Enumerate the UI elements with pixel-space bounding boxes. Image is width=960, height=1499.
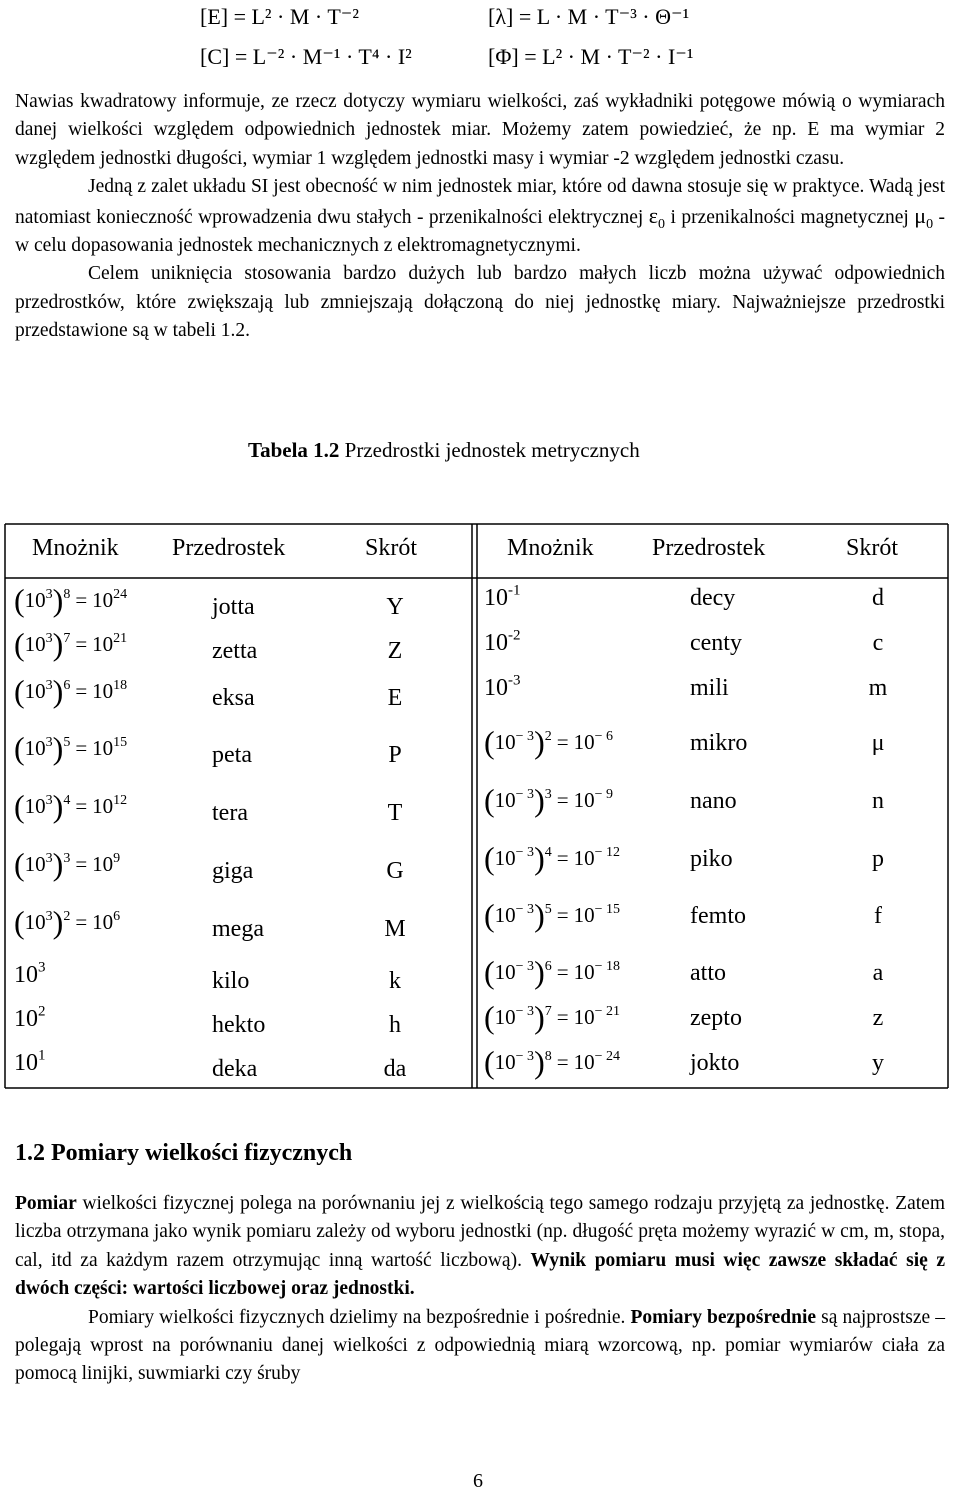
result-exponent: − 9 <box>594 786 613 802</box>
prefix-name: tera <box>212 800 248 826</box>
right-multiplier <box>484 953 620 990</box>
prefix-symbol: a <box>872 960 884 986</box>
result-exponent: 15 <box>113 734 128 750</box>
mu-symbol: μ <box>914 202 927 228</box>
prefix-symbol: z <box>872 1005 884 1031</box>
base-number: 10 <box>24 588 46 612</box>
paren-close: ) <box>534 998 545 1035</box>
paren-open: ( <box>14 845 25 882</box>
exponent: 1 <box>38 1047 46 1064</box>
left-multiplier <box>14 581 128 618</box>
prefix-symbol: h <box>389 1012 401 1038</box>
paren-open: ( <box>484 896 495 933</box>
paren-open: ( <box>14 581 25 618</box>
base-number: 10 <box>494 846 516 870</box>
result-number: 10 <box>573 903 595 927</box>
paren-close: ) <box>534 781 545 818</box>
result-exponent: 24 <box>113 586 128 602</box>
epsilon-symbol: ε <box>648 202 659 228</box>
prefix-name: femto <box>690 903 746 929</box>
equals-sign: = <box>75 852 88 876</box>
result-exponent: − 21 <box>594 1003 620 1019</box>
outer-exponent: 2 <box>63 908 71 924</box>
prefix-symbol: c <box>872 630 884 656</box>
equals-sign: = <box>75 588 88 612</box>
equals-sign: = <box>75 679 88 703</box>
base-number: 10 <box>24 679 46 703</box>
prefix-name: piko <box>690 846 733 872</box>
base-number: 10 <box>494 788 516 812</box>
left-multiplier <box>14 672 128 709</box>
result-exponent: 21 <box>113 630 128 646</box>
base-number: 10 <box>484 585 508 611</box>
equals-sign: = <box>75 794 88 818</box>
paren-open: ( <box>484 998 495 1035</box>
right-multiplier <box>484 627 521 657</box>
left-multiplier <box>14 1047 46 1077</box>
prefix-symbol: p <box>872 846 884 872</box>
paren-close: ) <box>534 1043 545 1080</box>
prefix-symbol: M <box>384 916 406 942</box>
prefix-symbol: P <box>388 742 402 768</box>
prefix-name: mili <box>690 675 729 701</box>
left-multiplier <box>14 903 121 940</box>
paren-close: ) <box>52 787 64 824</box>
prefix-name: jokto <box>690 1050 740 1076</box>
result-exponent: 6 <box>113 908 121 924</box>
left-multiplier <box>14 787 128 824</box>
base-number: 10 <box>484 675 508 701</box>
base-number: 10 <box>494 730 516 754</box>
base-number: 10 <box>14 1050 38 1076</box>
right-multiplier <box>484 672 521 702</box>
paren-close: ) <box>52 729 64 766</box>
inner-exponent: 3 <box>45 908 53 924</box>
inner-exponent: 3 <box>45 677 53 693</box>
left-multiplier <box>14 1003 46 1033</box>
paren-close: ) <box>52 903 64 940</box>
section-paragraph-2: Pomiary wielkości fizycznych dzielimy na bezpośrednie i pośrednie. Pomiary bezpośrednie są najprostsze – polegają wprost na porównaniu danej wielkości z odpowiednią miarą wzorcową, np. pomiar wymiarów ciała za pomocą linijki, suwmiarki czy śruby <box>15 1306 945 1385</box>
result-number: 10 <box>573 1005 595 1029</box>
prefix-symbol: μ <box>871 730 885 756</box>
result-number: 10 <box>92 910 114 934</box>
header-symbol-right: Skrót <box>846 535 899 561</box>
prefix-symbol: T <box>387 800 403 826</box>
left-multiplier <box>14 959 46 989</box>
paren-close: ) <box>534 839 545 876</box>
paren-open: ( <box>14 903 25 940</box>
result-exponent: − 24 <box>594 1048 620 1064</box>
prefix-name: atto <box>690 960 726 986</box>
result-number: 10 <box>92 632 114 656</box>
right-multiplier <box>484 896 620 933</box>
right-multiplier <box>484 1043 620 1080</box>
inner-exponent: − 3 <box>515 958 535 974</box>
result-exponent: − 15 <box>594 901 620 917</box>
equals-sign: = <box>556 960 569 984</box>
result-number: 10 <box>573 846 595 870</box>
inner-exponent: − 3 <box>515 786 535 802</box>
prefix-name: centy <box>690 630 742 656</box>
equals-sign: = <box>556 1050 569 1074</box>
exponent: 3 <box>38 959 46 976</box>
prefix-symbol: da <box>383 1056 407 1082</box>
prefix-symbol: k <box>389 968 401 994</box>
exponent: 2 <box>38 1003 46 1020</box>
equals-sign: = <box>75 910 88 934</box>
paren-close: ) <box>534 896 545 933</box>
outer-exponent: 8 <box>63 586 71 602</box>
outer-exponent: 7 <box>63 630 71 646</box>
inner-exponent: − 3 <box>515 1003 535 1019</box>
prefix-symbol: G <box>386 858 404 884</box>
inner-exponent: − 3 <box>515 901 535 917</box>
result-number: 10 <box>92 679 114 703</box>
table-caption: Tabela 1.2 Przedrostki jednostek metrycznych <box>248 438 640 462</box>
page-number: 6 <box>473 1470 483 1492</box>
base-number: 10 <box>24 632 46 656</box>
paren-close: ) <box>534 953 545 990</box>
result-exponent: − 12 <box>594 844 620 860</box>
prefix-name: nano <box>690 788 737 814</box>
formula-lambda: [λ] = L · M · T⁻³ · Θ⁻¹ <box>488 4 690 29</box>
paren-open: ( <box>14 672 25 709</box>
result-exponent: − 18 <box>594 958 620 974</box>
header-multiplier-right: Mnożnik <box>507 535 594 561</box>
inner-exponent: 3 <box>45 792 53 808</box>
equals-sign: = <box>556 1005 569 1029</box>
base-number: 10 <box>24 794 46 818</box>
header-multiplier-left: Mnożnik <box>32 535 119 561</box>
inner-exponent: − 3 <box>515 728 535 744</box>
outer-exponent: 4 <box>63 792 71 808</box>
prefix-symbol: f <box>874 903 882 929</box>
result-number: 10 <box>92 852 114 876</box>
paren-close: ) <box>52 672 64 709</box>
result-exponent: 9 <box>113 850 121 866</box>
left-multiplier <box>14 845 121 882</box>
left-multiplier <box>14 729 128 766</box>
right-multiplier <box>484 582 521 612</box>
inner-exponent: − 3 <box>515 844 535 860</box>
intro-text <box>15 88 945 346</box>
base-number: 10 <box>24 910 46 934</box>
inner-exponent: 3 <box>45 850 53 866</box>
prefix-symbol: E <box>387 685 403 711</box>
outer-exponent: 7 <box>544 1003 552 1019</box>
header-symbol-left: Skrót <box>365 535 418 561</box>
base-number: 10 <box>494 1050 516 1074</box>
base-number: 10 <box>494 903 516 927</box>
result-number: 10 <box>573 788 595 812</box>
section-heading: 1.2 Pomiary wielkości fizycznych <box>15 1140 353 1166</box>
base-number: 10 <box>24 736 46 760</box>
prefix-name: giga <box>212 858 254 884</box>
formula-C: [C] = L⁻² · M⁻¹ · T⁴ · I² <box>200 44 412 69</box>
intro-paragraph-3: Celem uniknięcia stosowania bardzo dużych lub bardzo małych liczb można używać odpowiednich przedrostków, które zwiększają lub zmniejszają dołączoną do niej jednostkę miary. Najważniejsze przedrostki przedstawione są w tabeli 1.2. <box>15 263 945 342</box>
equals-sign: = <box>556 903 569 927</box>
prefix-name: hekto <box>212 1012 266 1038</box>
prefix-name: jotta <box>212 594 255 620</box>
outer-exponent: 5 <box>544 901 552 917</box>
left-multiplier <box>14 625 128 662</box>
section-paragraph-1: Pomiar wielkości fizycznej polega na porównaniu jej z wielkością tego samego rodzaju przyjętą za jednostkę. Zatem liczba otrzymana jako wynik pomiaru zależy od wyboru jednostki (np. długość pręta możemy wyrazić w cm, m, stopa, cal, itd za każdym razem otrzymując inną wartość liczbową). Wynik pomiaru musi więc zawsze składać się z dwóch części: wartości liczbowej oraz jednostki. <box>15 1193 945 1300</box>
prefix-name: deka <box>212 1056 258 1082</box>
exponent: -3 <box>508 672 521 689</box>
prefix-symbol: y <box>872 1050 884 1076</box>
paren-open: ( <box>484 1043 495 1080</box>
paren-close: ) <box>534 723 545 760</box>
result-number: 10 <box>92 794 114 818</box>
header-prefix-right: Przedrostek <box>652 535 766 561</box>
outer-exponent: 3 <box>544 786 552 802</box>
right-multiplier <box>484 781 613 818</box>
prefix-symbol: Y <box>386 594 404 620</box>
intro-paragraph-2: Jedną z zalet układu SI jest obecność w nim jednostek miar, które od dawna stosuje się w praktyce. Wadą jest natomiast konieczność wprowadzenia dwu stałych - przenikalności elektrycznej $\varepsilon_0$ i przenikalności magnetycznej $\mu_0$ - w celu dopasowania jednostek mechanicznych z elektromagnetycznymi. <box>15 176 946 257</box>
header-prefix-left: Przedrostek <box>172 535 286 561</box>
base-number: 10 <box>14 962 38 988</box>
equals-sign: = <box>556 788 569 812</box>
outer-exponent: 6 <box>63 677 71 693</box>
prefix-name: mikro <box>690 730 748 756</box>
inner-exponent: 3 <box>45 630 53 646</box>
equals-sign: = <box>75 736 88 760</box>
paren-close: ) <box>52 625 64 662</box>
paren-close: ) <box>52 581 64 618</box>
base-number: 10 <box>14 1006 38 1032</box>
base-number: 10 <box>494 1005 516 1029</box>
result-number: 10 <box>92 588 114 612</box>
prefix-name: zetta <box>212 638 258 664</box>
outer-exponent: 6 <box>544 958 552 974</box>
prefix-name: decy <box>690 585 736 611</box>
outer-exponent: 3 <box>63 850 71 866</box>
prefix-symbol: m <box>868 675 888 701</box>
equals-sign: = <box>556 846 569 870</box>
result-number: 10 <box>92 736 114 760</box>
section-text <box>15 1190 945 1389</box>
base-number: 10 <box>484 630 508 656</box>
prefix-name: mega <box>212 916 264 942</box>
paren-close: ) <box>52 845 64 882</box>
result-exponent: − 6 <box>594 728 613 744</box>
result-number: 10 <box>573 1050 595 1074</box>
prefix-symbol: n <box>872 788 884 814</box>
paren-open: ( <box>14 625 25 662</box>
right-multiplier <box>484 839 620 876</box>
formula-E: [E] = L² · M · T⁻² <box>200 4 359 29</box>
inner-exponent: 3 <box>45 586 53 602</box>
exponent: -2 <box>508 627 521 644</box>
inner-exponent: − 3 <box>515 1048 535 1064</box>
outer-exponent: 2 <box>544 728 552 744</box>
outer-exponent: 4 <box>544 844 552 860</box>
result-number: 10 <box>573 730 595 754</box>
base-number: 10 <box>494 960 516 984</box>
equals-sign: = <box>75 632 88 656</box>
paren-open: ( <box>484 839 495 876</box>
prefix-symbol: Z <box>387 638 403 664</box>
prefix-symbol: d <box>872 585 884 611</box>
prefix-name: eksa <box>212 685 255 711</box>
result-number: 10 <box>573 960 595 984</box>
formula-Phi: [Φ] = L² · M · T⁻² · I⁻¹ <box>488 44 694 69</box>
right-multiplier <box>484 723 613 760</box>
result-exponent: 18 <box>113 677 128 693</box>
result-exponent: 12 <box>113 792 128 808</box>
outer-exponent: 5 <box>63 734 71 750</box>
prefix-name: peta <box>212 742 252 768</box>
prefix-name: zepto <box>690 1005 742 1031</box>
prefix-name: kilo <box>212 968 250 994</box>
paren-open: ( <box>484 723 495 760</box>
base-number: 10 <box>24 852 46 876</box>
outer-exponent: 8 <box>544 1048 552 1064</box>
paren-open: ( <box>484 781 495 818</box>
equals-sign: = <box>556 730 569 754</box>
paren-open: ( <box>484 953 495 990</box>
exponent: -1 <box>508 582 521 599</box>
paren-open: ( <box>14 787 25 824</box>
inner-exponent: 3 <box>45 734 53 750</box>
paren-open: ( <box>14 729 25 766</box>
intro-paragraph-1: Nawias kwadratowy informuje, ze rzecz dotyczy wymiaru wielkości, zaś wykładniki potęgowe mówią o wymiarach danej wielkości względem odpowiednich jednostek miar. Możemy zatem powiedzieć, że np. E ma wymiar 2 względem jednostki długości, wymiar 1 względem jednostki masy i wymiar -2 względem jednostki czasu. <box>15 91 945 169</box>
right-multiplier <box>484 998 620 1035</box>
